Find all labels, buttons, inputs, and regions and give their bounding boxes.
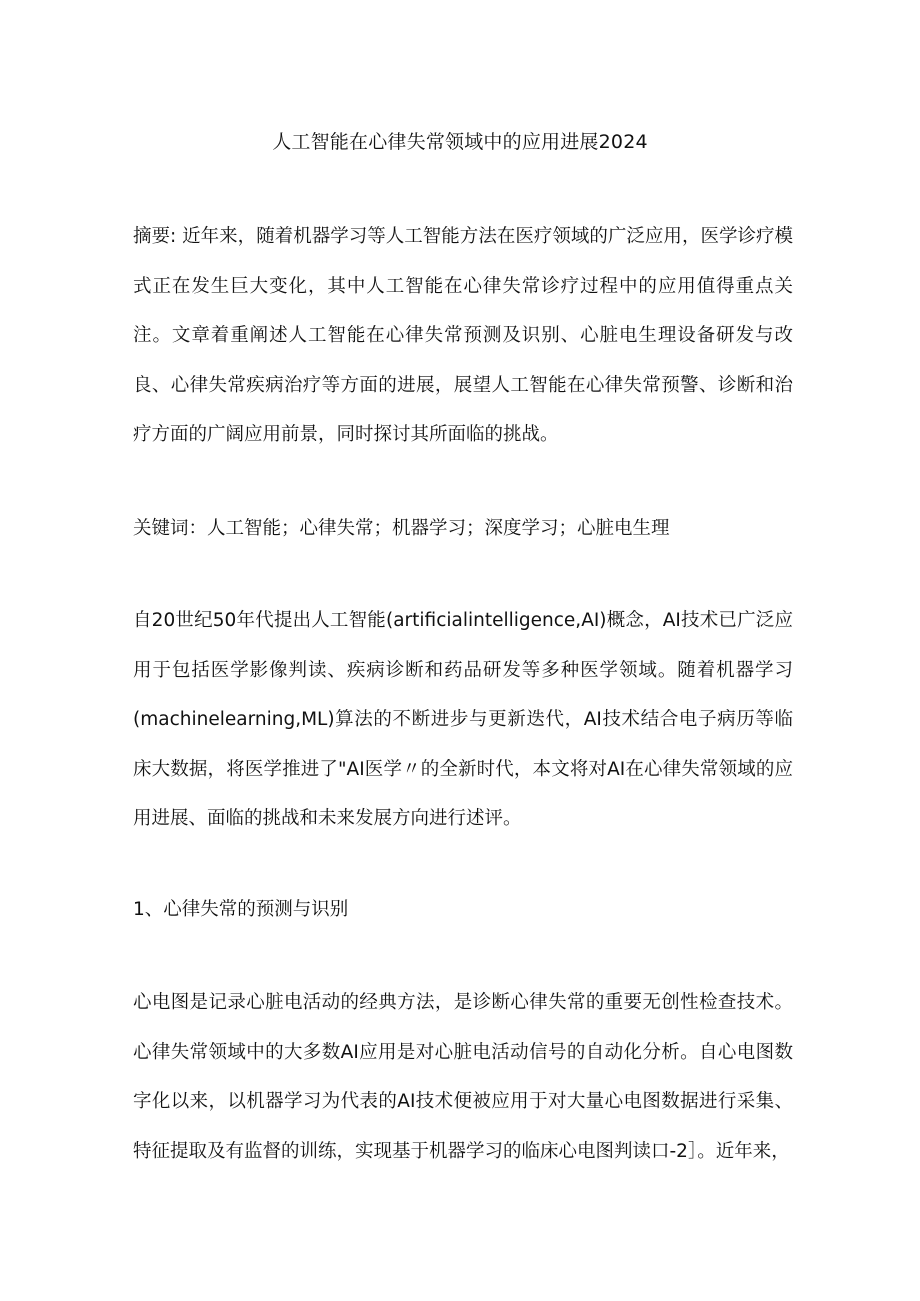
intro-paragraph: 自20世纪50年代提出人工智能(artificialintelligence,AI)概念，AI技术已广泛应用于包括医学影像判读、疾病诊断和药品研发等多种医学领域。随着机器学习(machinelearning,ML)算法的不断进步与更新迭代，AI技术结合电子病历等临床大数据，将医学推进了"AI医学〃的全新时代，本文将对AI在心律失常领域的应用进展、面临的挑战和未来发展方向进行述评。	[133, 610, 793, 829]
section-paragraph: 心电图是记录心脏电活动的经典方法，是诊断心律失常的重要无创性检查技术。心律失常领域中的大多数AI应用是对心脏电活动信号的自动化分析。自心电图数字化以来，以机器学习为代表的AI技术便被应用于对大量心电图数据进行采集、特征提取及有监督的训练，实现基于机器学习的临床心电图判读口-2］。近年来，	[133, 992, 793, 1162]
document-title: 人工智能在心律失常领域中的应用进展2024	[272, 131, 648, 153]
abstract-paragraph: 摘要: 近年来，随着机器学习等人工智能方法在医疗领域的广泛应用，医学诊疗模式正在发生巨大变化，其中人工智能在心律失常诊疗过程中的应用值得重点关注。文章着重阐述人工智能在心律失常预测及识别、心脏电生理设备研发与改良、心律失常疾病治疗等方面的进展，展望人工智能在心律失常预警、诊断和治疗方面的广阔应用前景，同时探讨其所面临的挑战。	[133, 226, 793, 445]
section-heading: 1、心律失常的预测与识别	[133, 899, 349, 920]
keywords-line: 关键词：人工智能；心律失常；机器学习；深度学习；心脏电生理	[133, 518, 670, 539]
